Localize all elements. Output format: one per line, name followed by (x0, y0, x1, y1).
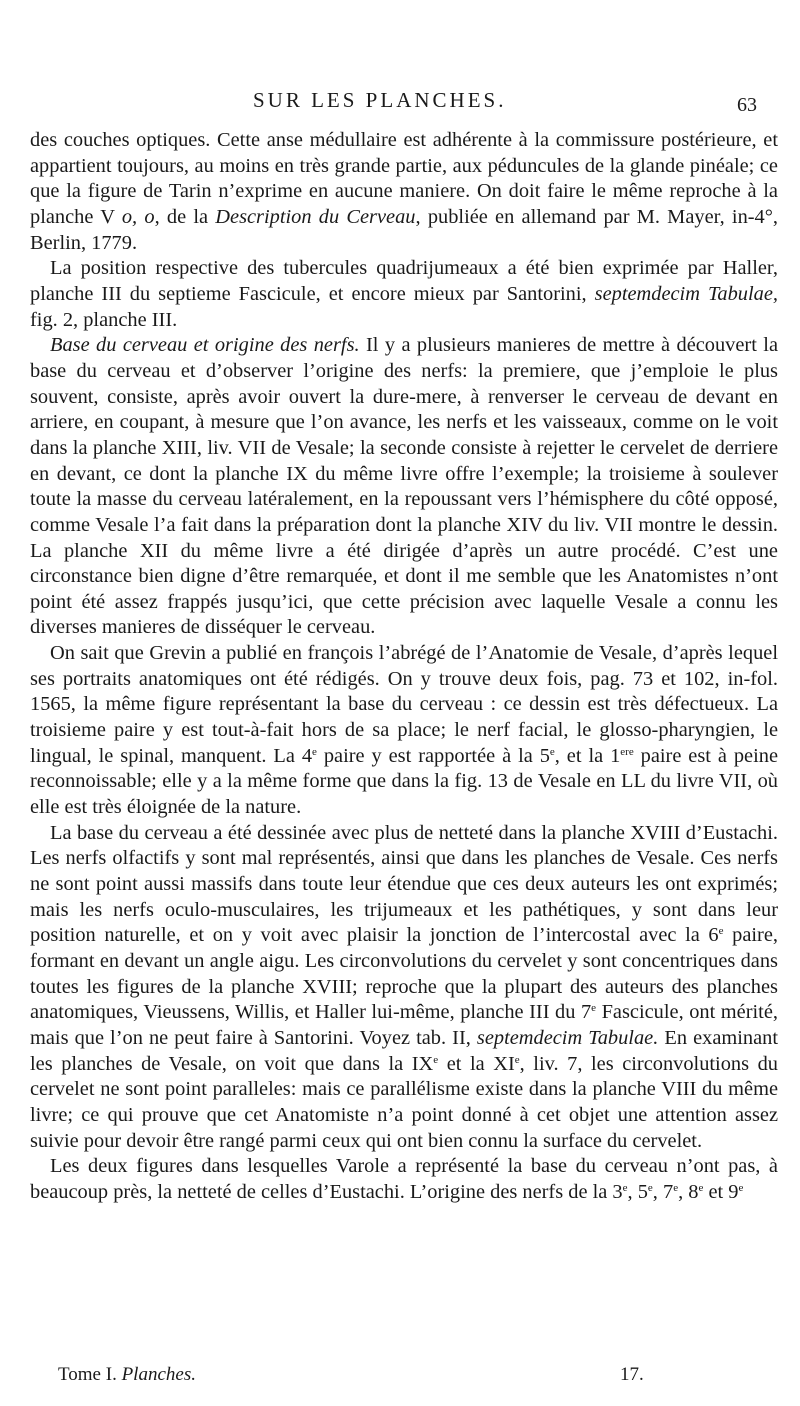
page-number: 63 (737, 94, 757, 116)
superscript-run: ere (620, 745, 634, 758)
superscript-run: e (673, 1181, 679, 1194)
text-run: , et la 1 (554, 744, 621, 767)
superscript-run: e (718, 925, 724, 938)
text-run: La base du cerveau a été dessinée avec plus de netteté dans la planche XVIII d’Eustachi. Les nerfs olfactifs y sont mal représentés, ainsi que dans les planches de Vesale. Ces nerfs ne sont point aussi massifs dans toute leur étendue que ces deux auteurs les ont exprimés; mais les nerfs oculo-musculaires, les trijumeaux et les pathétiques, y sont dans leur position naturelle, et on y voit avec plaisir la jonction de l’intercostal avec la 6 (30, 821, 778, 947)
superscript-run: e (514, 1053, 520, 1066)
text-run: paire y est rapportée à la 5 (316, 744, 550, 767)
page-footer (0, 1364, 800, 1394)
text-run: , publiée en allemand par M. Mayer, in-4°, Berlin, 1779. (30, 205, 779, 254)
italic-run: septemdecim Tabulae. (476, 1026, 659, 1049)
paragraph (30, 821, 778, 1155)
text-run: , 7 (652, 1180, 674, 1203)
text-run: paire est à peine reconnoissable; elle y a la même forme que dans la fig. 13 de Vesale en LL du livre VII, où elle est très éloignée de la nature. (30, 744, 778, 819)
italic-run: Description du Cerveau (215, 205, 416, 228)
superscript-run: e (312, 745, 317, 758)
text-run: Fascicule, ont mérité, mais que l’on ne peut faire à Santorini. Voyez tab. II, (30, 1001, 778, 1049)
paragraph (30, 641, 778, 821)
body-text (30, 128, 778, 1206)
paragraph (30, 128, 778, 256)
text-run: et 9 (703, 1180, 739, 1203)
text-run: et la XI (438, 1052, 515, 1075)
text-run: , de la (154, 205, 216, 228)
text-run: des couches optiques. Cette anse médullaire est adhérente à la commissure postérieure, et appartient toujours, au moins en très grande partie, aux péduncules de la glande pinéale; ce que la figure de Tarin n’exprime en aucune maniere. On doit faire le même reproche à la planche V (30, 129, 778, 228)
text-run: , liv. 7, les circonvolutions du cervelet ne sont point paralleles: mais ce parallélisme existe dans la planche VIII du même livre; ce qui prouve que cet Anatomiste n’a point donné à cet objet une attention assez suivie pour devoir être rangé parmi ceux qui ont bien connu la surface du cervelet. (30, 1052, 778, 1152)
volume-label (58, 1364, 196, 1386)
superscript-run: e (591, 1002, 597, 1015)
text-run: La position respective des tubercules quadrijumeaux a été bien exprimée par Haller, planche III du septieme Fascicule, et encore mieux par Santorini, (30, 257, 778, 305)
paragraph (30, 333, 778, 641)
text-run: fig. 2, planche III. (30, 308, 178, 331)
superscript-run: e (549, 745, 555, 758)
superscript-run: e (698, 1181, 704, 1194)
text-run: On sait que Grevin a publié en françois l’abrégé de l’Anatomie de Vesale, d’après lequel ses portraits anatomiques ont été rédigés. On y trouve deux fois, pag. 73 et 102, in-fol. 1565, la même figure représentant la base du cerveau : ce dessin est très défectueux. La troisieme paire y est tout-à-fait hors de sa place; le nerf facial, le glosso-pharyngien, le lingual, le spinal, manquent. La 4 (30, 642, 778, 767)
signature-mark: 17. (620, 1364, 644, 1385)
superscript-run: e (622, 1181, 628, 1194)
text-run: , 5 (627, 1180, 648, 1203)
superscript-run: e (433, 1053, 439, 1066)
superscript-run: e (647, 1181, 653, 1194)
superscript-run: e (738, 1181, 744, 1194)
text-run: , 8 (678, 1180, 699, 1203)
italic-run: septemdecim Tabulae, (594, 282, 779, 305)
paragraph (30, 1154, 778, 1205)
text-run: Il y a plusieurs manieres de mettre à découvert la base du cerveau et d’observer l’origine des nerfs: la premiere, que j’emploie le plus souvent, consiste, après avoir ouvert la dure-mere, à renverser le cerveau de devant en arriere, en coupant, à mesure que l’on avance, les nerfs et les vaisseaux, comme on le voit dans la planche XIII, liv. VII de Vesale; la seconde consiste à rejetter le cervelet de derriere en devant, ce dont la planche IX du même livre offre l’exemple; la troisieme à soulever toute la masse du cerveau latéralement, en la repoussant vers l’hémisphere du côté opposé, comme Vesale l’a fait dans la préparation dont la planche XIV du liv. VII montre le dessin. La planche XII du même livre a été dirigée d’après un autre procédé. C’est une circonstance bien digne d’être remarquée, et dont il me semble que les Anatomistes n’ont point été assez frappés jusqu’ici, que cette précision avec laquelle Vesale a connu les diverses manieres de disséquer le cerveau. (30, 334, 778, 639)
running-title: SUR LES PLANCHES. (253, 88, 507, 112)
paragraph (30, 256, 778, 333)
volume-italic: Planches. (121, 1364, 196, 1385)
volume-text: Tome I. (58, 1364, 122, 1385)
text-run: paire, formant en devant un angle aigu. Les circonvolutions du cervelet y sont concentriques dans toutes les figures de la planche XVIII; reproche que la plupart des auteurs des planches anatomiques, Vieussens, Willis, et Haller lui-même, planche III du 7 (30, 924, 778, 1024)
italic-run: o, o (121, 205, 155, 228)
page-header (0, 88, 800, 122)
text-run: En examinant les planches de Vesale, on voit que dans la IX (30, 1026, 779, 1075)
text-run: Les deux figures dans lesquelles Varole a représenté la base du cerveau n’ont pas, à beaucoup près, la netteté de celles d’Eustachi. L’origine des nerfs de la 3 (30, 1155, 778, 1203)
italic-run: Base du cerveau et origine des nerfs. (50, 334, 360, 357)
